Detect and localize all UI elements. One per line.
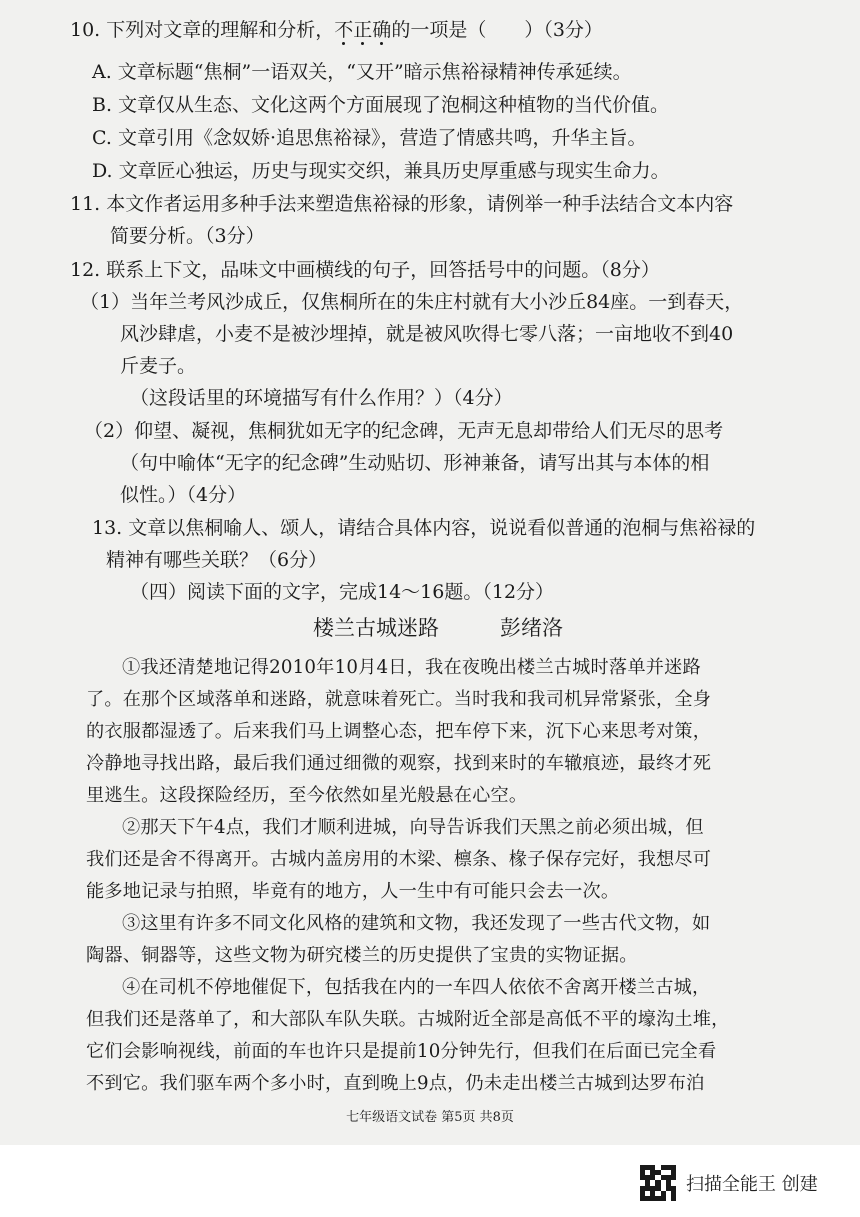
q10-stem-start: 10. 下列对文章的理解和分析， [70, 19, 335, 41]
article-title: 楼兰古城迷路 [313, 616, 439, 640]
question-13-line-2: 精神有哪些关联？（6分） [106, 549, 328, 571]
qr-code-icon [640, 1165, 676, 1201]
q12-sub1-line-3: 斤麦子。 [120, 355, 197, 377]
q12-sub2-line-2: （句中喻体“无字的纪念碑”生动贴切、形神兼备，请写出其与本体的相 [120, 452, 710, 474]
q10-option-c: C. 文章引用《念奴娇·追思焦裕禄》，营造了情感共鸣，升华主旨。 [92, 127, 647, 149]
article-author: 彭绪洛 [500, 616, 563, 640]
article-line: 陶器、铜器等，这些文物为研究楼兰的历史提供了宝贵的实物证据。 [86, 945, 638, 966]
question-11-line-2: 简要分析。（3分） [110, 225, 265, 247]
emphasis-char: 确 [372, 19, 392, 41]
q10-option-a: A. 文章标题“焦桐”一语双关，“又开”暗示焦裕禄精神传承延续。 [92, 61, 632, 83]
article-line: 能多地记录与拍照，毕竟有的地方，人一生中有可能只会去一次。 [86, 881, 620, 902]
watermark-text: 扫描全能王 创建 [686, 1174, 818, 1195]
article-line: 的衣服都湿透了。后来我们马上调整心态，把车停下来，沉下心来思考对策， [86, 721, 712, 742]
article-line: 了。在那个区域落单和迷路，就意味着死亡。当时我和我司机异常紧张，全身 [86, 689, 712, 710]
question-13-line-1: 13. 文章以焦桐喻人、颂人，请结合具体内容，说说看似普通的泡桐与焦裕禄的 [92, 517, 756, 539]
section-4-heading: （四）阅读下面的文字，完成14～16题。（12分） [130, 581, 555, 603]
article-line: 但我们还是落单了，和大部队车队失联。古城附近全部是高低不平的壕沟土堆， [86, 1009, 730, 1030]
q12-sub1-question: （这段话里的环境描写有什么作用？）（4分） [130, 387, 513, 409]
page-footer: 七年级语文试卷 第5页 共8页 [346, 1110, 514, 1125]
article-line: ②那天下午4点，我们才顺利进城，向导告诉我们天黑之前必须出城，但 [122, 817, 704, 838]
emphasis-char: 不 [334, 19, 354, 41]
question-12-stem: 12. 联系上下文，品味文中画横线的句子，回答括号中的问题。（8分） [70, 259, 660, 281]
article-line: 冷静地寻找出路，最后我们通过细微的观察，找到来时的车辙痕迹，最终才死 [86, 753, 712, 774]
q12-sub2-line-3: 似性。）（4分） [120, 484, 247, 506]
scanner-watermark [640, 1165, 818, 1201]
article-line: ③这里有许多不同文化风格的建筑和文物，我还发现了一些古代文物，如 [122, 913, 711, 934]
article-line: 它们会影响视线，前面的车也许只是提前10分钟先行，但我们在后面已完全看 [86, 1041, 717, 1062]
article-line: ①我还清楚地记得2010年10月4日，我在夜晚出楼兰古城时落单并迷路 [122, 657, 701, 678]
q10-option-d: D. 文章匠心独运，历史与现实交织，兼具历史厚重感与现实生命力。 [92, 160, 670, 182]
q12-sub2-line-1: （2）仰望、凝视，焦桐犹如无字的纪念碑，无声无息却带给人们无尽的思考 [84, 420, 724, 442]
question-11-line-1: 11. 本文作者运用多种手法来塑造焦裕禄的形象，请例举一种手法结合文本内容 [70, 193, 734, 215]
article-line: 不到它。我们驱车两个多小时，直到晚上9点，仍未走出楼兰古城到达罗布泊 [86, 1073, 705, 1094]
q12-sub1-line-1: （1）当年兰考风沙成丘，仅焦桐所在的朱庄村就有大小沙丘84座。一到春天， [80, 291, 744, 313]
emphasis-char: 正 [353, 19, 373, 41]
q10-stem-end: 的一项是（ ）（3分） [391, 19, 603, 41]
q12-sub1-line-2: 风沙肆虐，小麦不是被沙埋掉，就是被风吹得七零八落；一亩地收不到40 [120, 323, 734, 345]
article-line: 我们还是舍不得离开。古城内盖房用的木梁、檩条、椽子保存完好，我想尽可 [86, 849, 712, 870]
q10-option-b: B. 文章仅从生态、文化这两个方面展现了泡桐这种植物的当代价值。 [92, 94, 670, 116]
article-line: 里逃生。这段探险经历，至今依然如星光般悬在心空。 [86, 785, 528, 806]
article-line: ④在司机不停地催促下，包括我在内的一车四人依依不舍离开楼兰古城， [122, 977, 711, 998]
question-10-stem [0, 16, 860, 44]
